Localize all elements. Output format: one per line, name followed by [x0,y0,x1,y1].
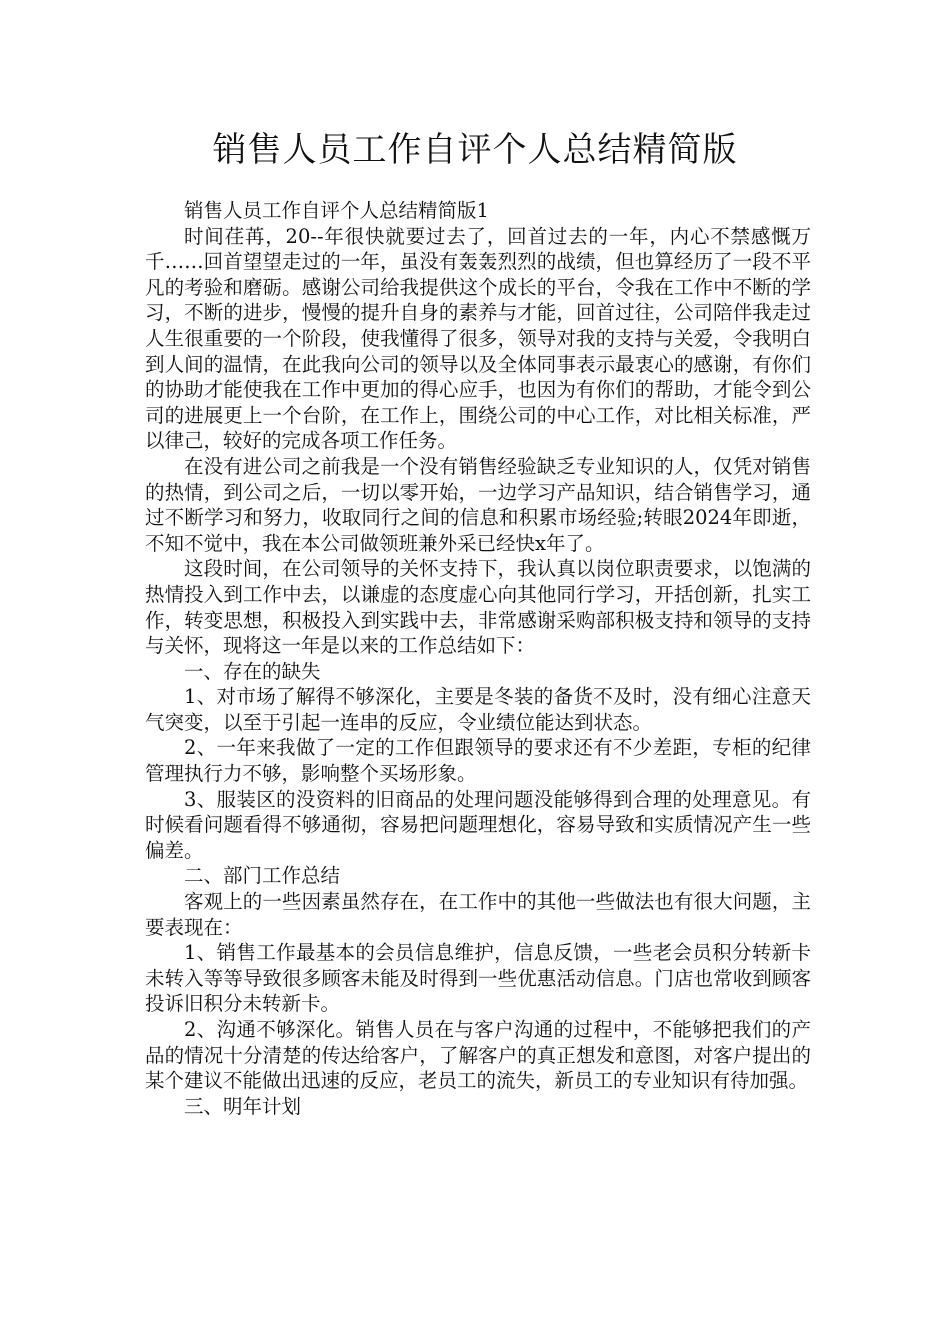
paragraph: 2、一年来我做了一定的工作但跟领导的要求还有不少差距，专柜的纪律管理执行力不够，影响整个买场形象。 [145,736,811,786]
paragraph: 3、服装区的没资料的旧商品的处理问题没能够得到合理的处理意见。有时候看问题看得不够通彻，容易把问题理想化，容易导致和实质情况产生一些偏差。 [145,787,811,862]
section-heading: 二、部门工作总结 [184,864,341,888]
paragraph: 2、沟通不够深化。销售人员在与客户沟通的过程中，不能够把我们的产品的情况十分清楚的传达给客户，了解客户的真正想发和意图，对客户提出的某个建议不能做出迅速的反应，老员工的流失，新员工的专业知识有待加强。 [145,1018,811,1093]
paragraph: 客观上的一些因素虽然存在，在工作中的其他一些做法也有很大问题，主要表现在： [145,890,811,939]
paragraph: 这段时间，在公司领导的关怀支持下，我认真以岗位职责要求，以饱满的热情投入到工作中去，以谦虚的态度虚心向其他同行学习，开括创新，扎实工作，转变思想，积极投入到实践中去，非常感谢采购部积极支持和领导的支持与关怀，现将这一年是以来的工作总结如下： [145,557,811,658]
document-body [145,198,811,1119]
document-title: 销售人员工作自评个人总结精简版 [212,130,738,170]
paragraph: 1、销售工作最基本的会员信息维护，信息反馈，一些老会员积分转新卡未转入等等导致很多顾客未能及时得到一些优惠活动信息。门店也常收到顾客投诉旧积分未转新卡。 [145,941,811,1016]
paragraph: 1、对市场了解得不够深化，主要是冬装的备货不及时，没有细心注意天气突变，以至于引起一连串的反应，令业绩位能达到状态。 [145,685,811,734]
paragraph: 在没有进公司之前我是一个没有销售经验缺乏专业知识的人，仅凭对销售的热情，到公司之后，一切以零开始，一边学习产品知识，结合销售学习，通过不断学习和努力，收取同行之间的信息和积累市场经验;转眼2024年即逝，不知不觉中，我在本公司做领班兼外采已经快x年了。 [145,454,811,555]
paragraph-subtitle: 销售人员工作自评个人总结精简版1 [184,199,489,222]
section-heading: 三、明年计划 [184,1094,302,1118]
paragraph: 时间荏苒，20--年很快就要过去了，回首过去的一年，内心不禁感慨万千……回首望望走过的一年，虽没有轰轰烈烈的战绩，但也算经历了一段不平凡的考验和磨砺。感谢公司给我提供这个成长的平台，令我在工作中不断的学习，不断的进步，慢慢的提升自身的素养与才能，回首过往，公司陪伴我走过人生很重要的一个阶段，使我懂得了很多，领导对我的支持与关爱，令我明白到人间的温情，在此我向公司的领导以及全体同事表示最衷心的感谢，有你们的协助才能使我在工作中更加的得心应手，也因为有你们的帮助，才能令到公司的进展更上一个台阶，在工作上，围绕公司的中心工作，对比相关标准，严以律己，较好的完成各项工作任务。 [145,224,811,453]
section-heading: 一、存在的缺失 [184,659,321,683]
